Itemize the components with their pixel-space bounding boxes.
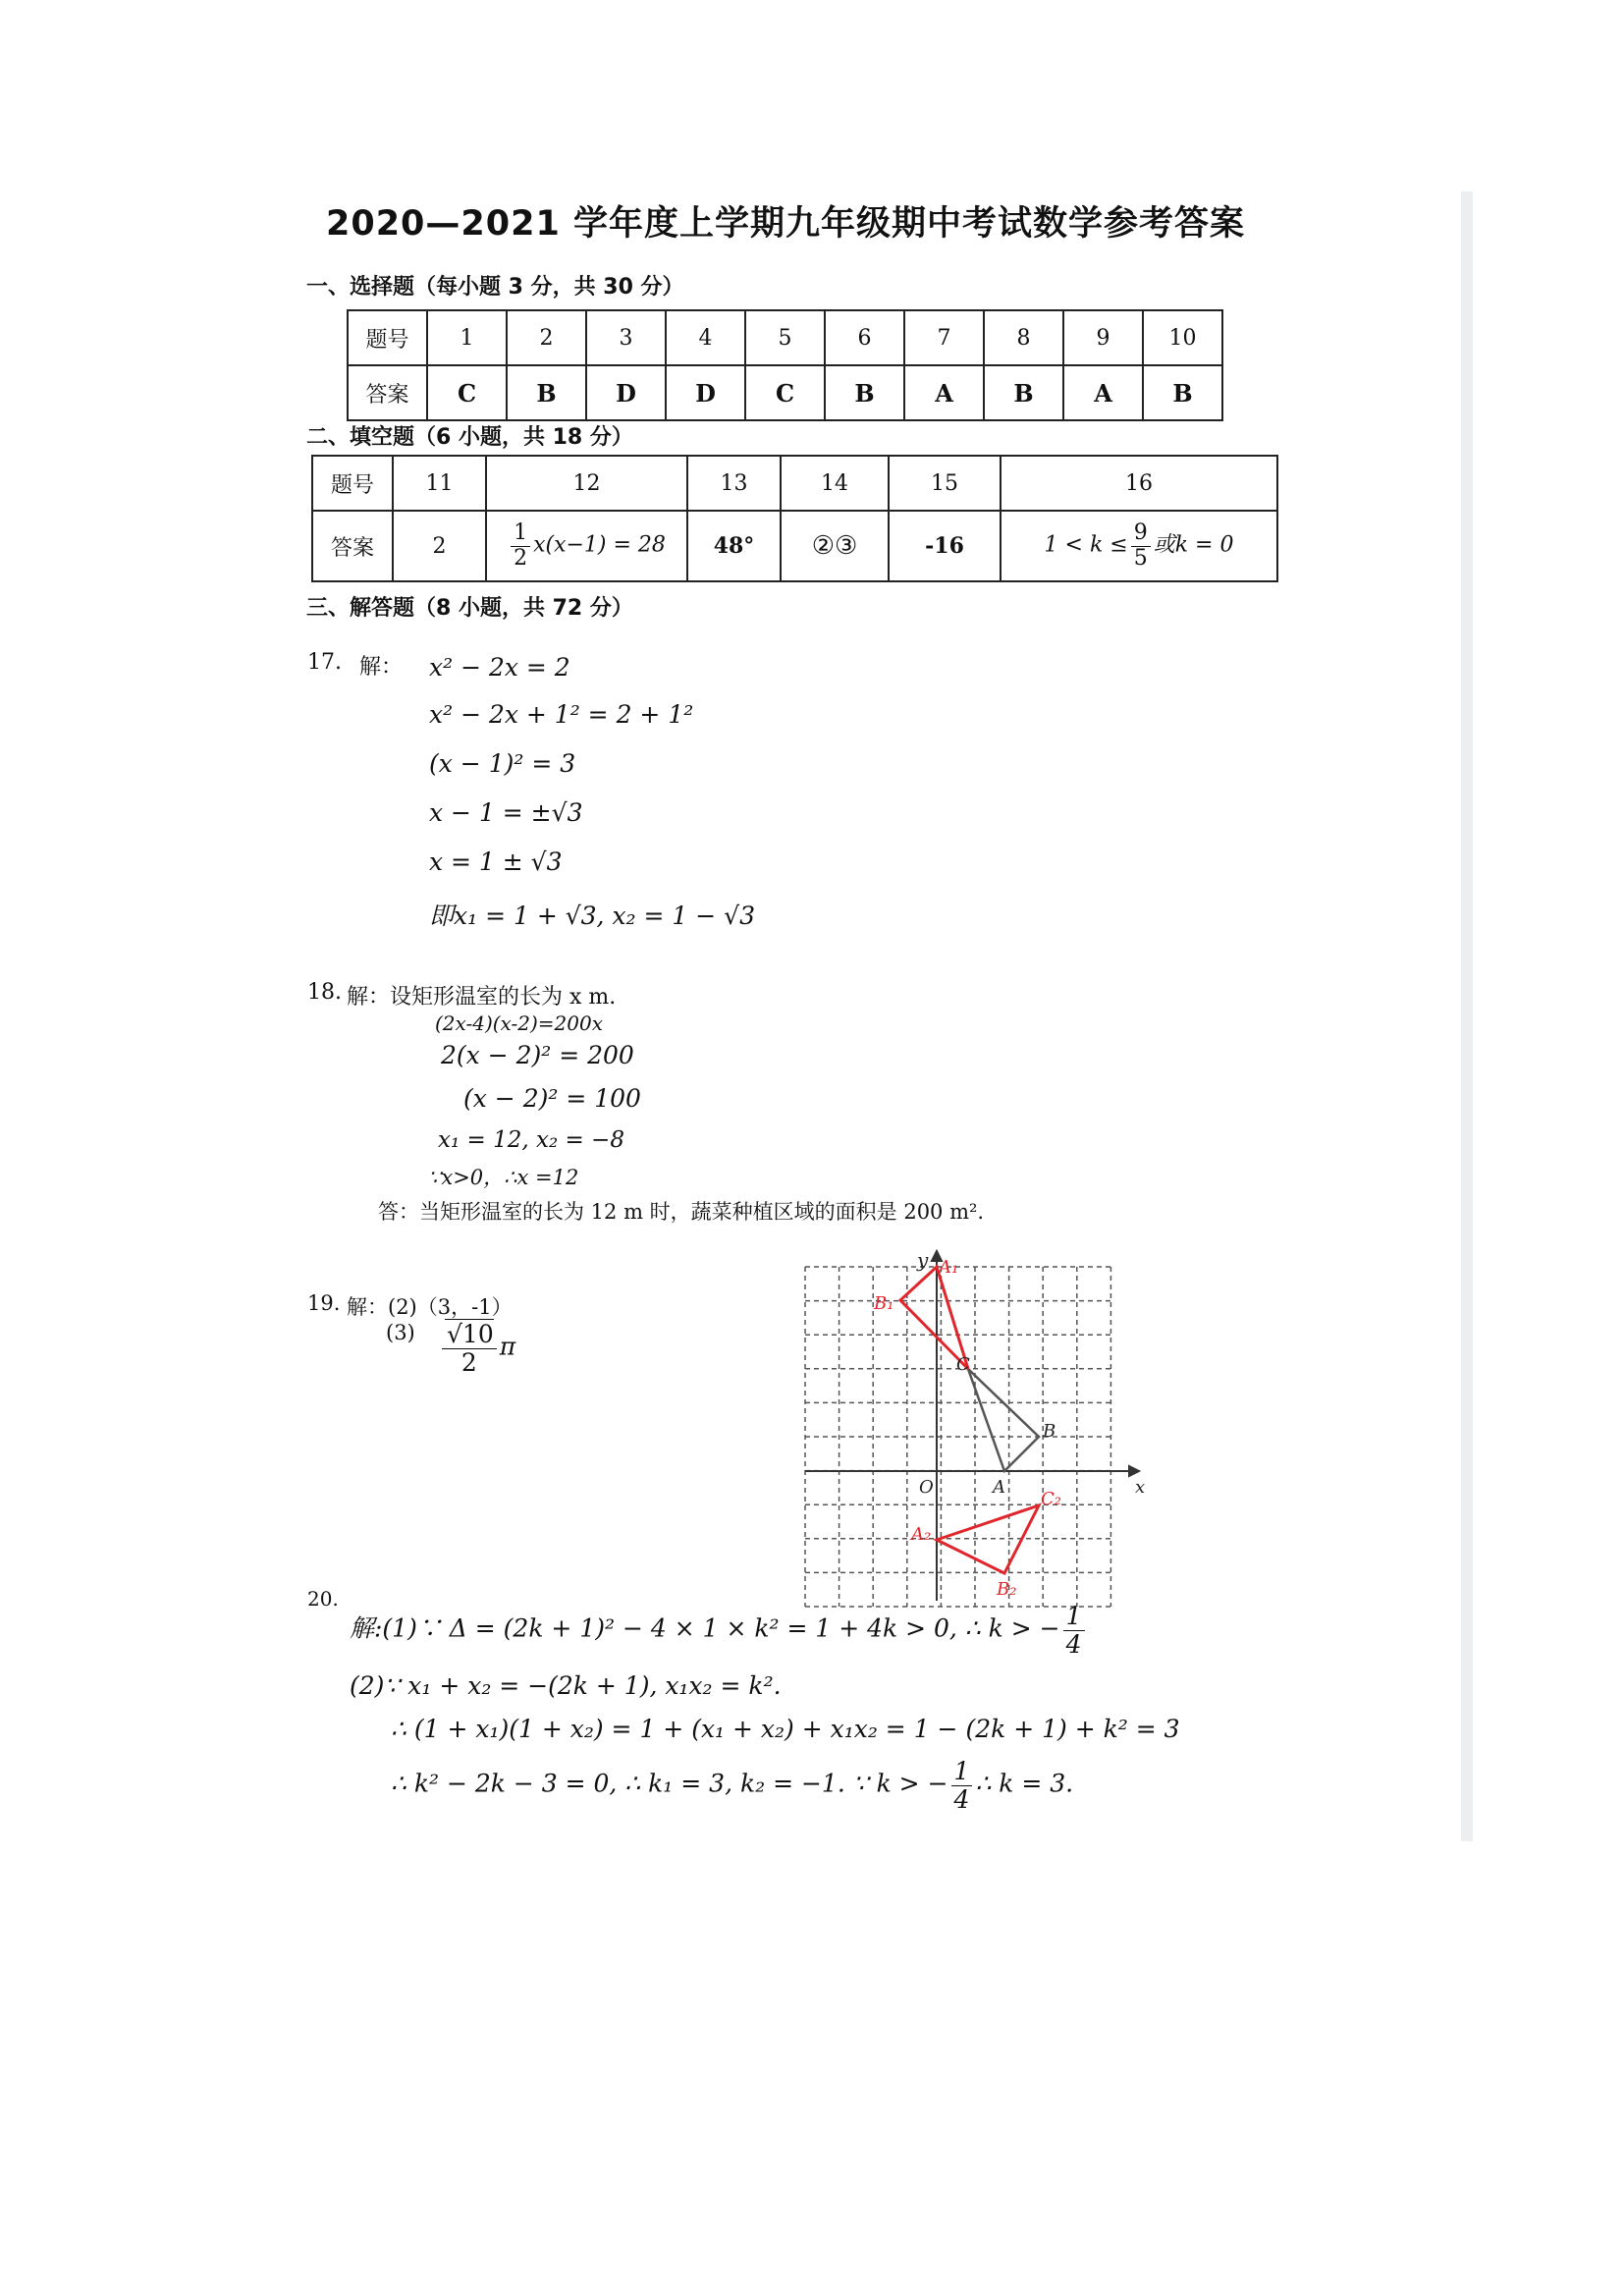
triangle-abc: [968, 1369, 1039, 1471]
coordinate-grid-figure: [795, 1247, 1146, 1601]
q18-label: 18.: [307, 980, 342, 1005]
label-b: B: [1043, 1421, 1056, 1442]
table-row: [312, 511, 1277, 581]
table-answer-label: 答案: [348, 365, 427, 420]
q17-step: x² − 2x = 2: [429, 653, 570, 682]
origin-label: O: [919, 1477, 934, 1498]
question-number: 3: [586, 310, 666, 365]
q17-label: 17.: [307, 650, 342, 675]
q17-step: x = 1 ± √3: [429, 847, 563, 876]
label-c2: C₂: [1041, 1489, 1061, 1509]
label-c: C: [956, 1354, 970, 1375]
q18-step: (2x-4)(x-2)=200x: [435, 1011, 603, 1035]
answer-cell: D: [586, 365, 666, 420]
answer-cell: -16: [889, 511, 1001, 581]
fraction-one-quarter: $\frac{1}{4}$: [1063, 1603, 1085, 1658]
table-answer-label: 答案: [312, 511, 393, 581]
question-number: 16: [1001, 456, 1277, 511]
q19-answer-fraction: $\frac{√10}{2}$ π: [439, 1321, 515, 1376]
answer-cell: C: [745, 365, 825, 420]
question-number: 2: [507, 310, 586, 365]
fill-answer-table: [311, 455, 1278, 582]
table-row: [348, 365, 1222, 420]
table-header-label: 题号: [312, 456, 393, 511]
dashed-grid: [805, 1267, 1110, 1607]
label-a: A: [993, 1477, 1005, 1498]
question-number: 4: [666, 310, 745, 365]
answer-cell: 48°: [687, 511, 781, 581]
x-axis-arrow: [1129, 1466, 1139, 1476]
answer-cell: C: [427, 365, 507, 420]
triangle-a2b2c2: [937, 1505, 1039, 1573]
q17-jie: 解：: [359, 655, 404, 680]
answer-cell-12: $\frac{1}{2}$ x(x−1) = 28: [486, 511, 687, 581]
answer-cell: 2: [393, 511, 486, 581]
fraction-one-quarter: $\frac{1}{4}$: [951, 1758, 973, 1813]
section-solve-heading: 三、解答题（8 小题，共 72 分）: [306, 596, 633, 621]
choice-answer-table: [347, 309, 1223, 421]
q19-part2: 解：(2)（3，-1）: [347, 1295, 513, 1319]
question-number: 1: [427, 310, 507, 365]
q17-step: 即x₁ = 1 + √3, x₂ = 1 − √3: [429, 902, 755, 930]
answer-cell: B: [984, 365, 1063, 420]
table-row: [348, 310, 1222, 365]
q17-step: (x − 1)² = 3: [429, 749, 576, 778]
question-number: 7: [904, 310, 984, 365]
q17-step: x − 1 = ±√3: [429, 798, 583, 827]
question-number: 6: [825, 310, 904, 365]
table-header-label: 题号: [348, 310, 427, 365]
answer-cell: ②③: [781, 511, 889, 581]
q18-answer: 答：当矩形温室的长为 12 m 时，蔬菜种植区域的面积是 200 m².: [378, 1200, 985, 1224]
fraction-one-half: $\frac{1}{2}$: [511, 521, 530, 570]
table-row: [312, 456, 1277, 511]
q18-step: ∵x>0，∴x =12: [428, 1166, 579, 1189]
q19-label: 19.: [307, 1291, 341, 1315]
question-number: 9: [1063, 310, 1143, 365]
fraction-sqrt10-over-2: $\frac{√10}{2}$: [442, 1321, 497, 1376]
x-axis-label: x: [1135, 1477, 1146, 1498]
answer-cell: B: [507, 365, 586, 420]
answer-cell: A: [1063, 365, 1143, 420]
question-number: 15: [889, 456, 1001, 511]
q18-intro: 解：设矩形温室的长为 x m.: [347, 985, 617, 1010]
question-number: 12: [486, 456, 687, 511]
label-a2: A₂: [911, 1524, 932, 1545]
section-choice-heading: 一、选择题（每小题 3 分，共 30 分）: [306, 275, 684, 300]
answer-cell: B: [825, 365, 904, 420]
question-number: 8: [984, 310, 1063, 365]
q19-part3: (3): [386, 1321, 415, 1344]
q18-step: 2(x − 2)² = 200: [441, 1041, 634, 1069]
question-number: 14: [781, 456, 889, 511]
y-axis-label: y: [917, 1248, 929, 1272]
page-edge-shadow: [1461, 191, 1473, 1841]
section-fill-heading: 二、填空题（6 小题，共 18 分）: [306, 425, 633, 450]
label-b1: B₁: [874, 1293, 894, 1314]
page-title: 2020—2021 学年度上学期九年级期中考试数学参考答案: [325, 204, 1245, 244]
q17-step: x² − 2x + 1² = 2 + 1²: [429, 700, 694, 729]
question-number: 13: [687, 456, 781, 511]
q20-step: (2)∵ x₁ + x₂ = −(2k + 1), x₁x₂ = k².: [350, 1671, 782, 1700]
label-a1: A₁: [939, 1257, 959, 1278]
answer-cell-16: 1 < k ≤ $\frac{9}{5}$ 或k = 0: [1001, 511, 1277, 581]
axes: [805, 1251, 1139, 1601]
question-number: 10: [1143, 310, 1222, 365]
question-number: 11: [393, 456, 486, 511]
answer-cell: B: [1143, 365, 1222, 420]
q20-step: 解:(1)∵ Δ = (2k + 1)² − 4 × 1 × k² = 1 + 4k > 0, ∴ k > − $\frac{1}{4}$: [350, 1603, 1088, 1658]
q20-step: ∴ (1 + x₁)(1 + x₂) = 1 + (x₁ + x₂) + x₁x₂ = 1 − (2k + 1) + k² = 3: [391, 1715, 1180, 1743]
question-number: 5: [745, 310, 825, 365]
answer-cell: A: [904, 365, 984, 420]
label-b2: B₂: [997, 1579, 1017, 1600]
q18-step: x₁ = 12, x₂ = −8: [438, 1127, 624, 1153]
q20-step: ∴ k² − 2k − 3 = 0, ∴ k₁ = 3, k₂ = −1. ∵ k > − $\frac{1}{4}$ ∴ k = 3.: [391, 1757, 1074, 1814]
fraction-nine-fifths: $\frac{9}{5}$: [1131, 521, 1151, 570]
answer-cell: D: [666, 365, 745, 420]
q18-step: (x − 2)² = 100: [463, 1084, 641, 1113]
q20-label: 20.: [307, 1587, 339, 1611]
